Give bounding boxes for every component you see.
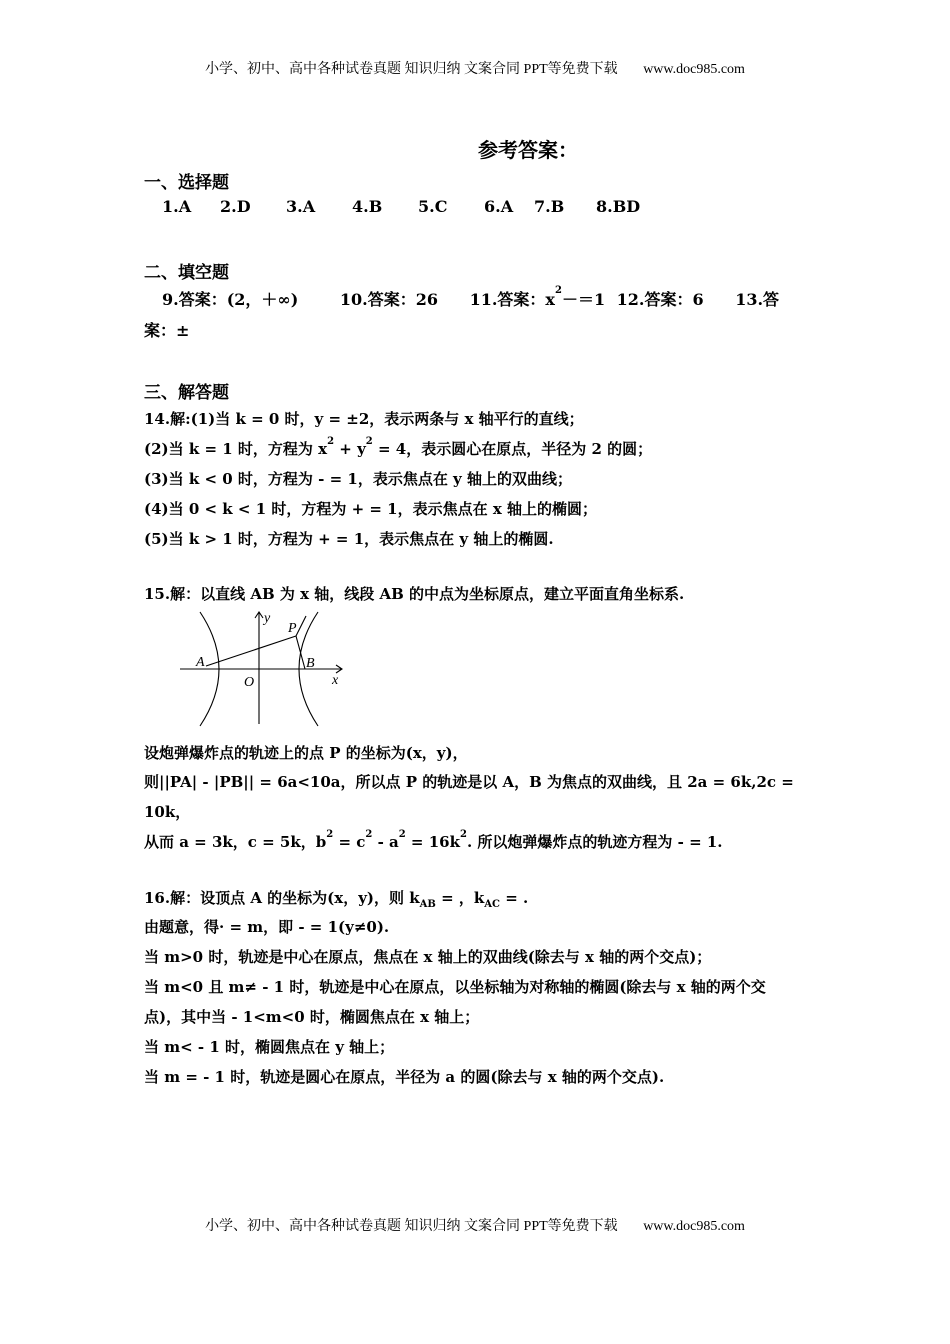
answer-q13: 13.答: [735, 290, 780, 309]
q15-line2: 设炮弹爆炸点的轨迹上的点 P 的坐标为(x，y)，: [144, 744, 468, 762]
label-P: P: [288, 621, 297, 636]
segment-AP: [206, 636, 296, 666]
q14-line2: (2)当 k = 1 时，方程为 $x^2 + y^2 = 4$，表示圆心在原点，半径为 2 的圆；: [144, 436, 653, 458]
q16-line3: 当 m>0 时，轨迹是中心在原点，焦点在 x 轴上的双曲线(除去与 x 轴的两个交点)；: [144, 948, 712, 966]
q14-line4: (4)当 0 < k < 1 时，方程为 + = 1，表示焦点在 x 轴上的椭圆；: [144, 500, 597, 518]
header-site-link[interactable]: www.doc985.com: [643, 62, 745, 77]
page-header: [0, 58, 950, 78]
mc-answer: 5.C: [418, 197, 448, 216]
mc-answer: 3.A: [286, 197, 316, 216]
section1-heading: 一、选择题: [144, 173, 229, 193]
section2-heading: 二、填空题: [144, 263, 229, 283]
label-y: y: [264, 611, 271, 626]
mc-answer: 1.A: [162, 197, 192, 216]
label-O: O: [244, 675, 255, 690]
q16-line5: 点)，其中当 - 1<m<0 时，椭圆焦点在 x 轴上；: [144, 1008, 480, 1026]
page-title: 参考答案：: [478, 138, 578, 162]
mc-answer: 8.BD: [596, 197, 641, 216]
answer-q13-cont: 案：±: [144, 321, 190, 340]
mc-answer: 2.D: [220, 197, 251, 216]
q16-line7: 当 m = - 1 时，轨迹是圆心在原点，半径为 a 的圆(除去与 x 轴的两个交点).: [144, 1068, 665, 1086]
q15-line1: 15.解：以直线 AB 为 x 轴，线段 AB 的中点为坐标原点，建立平面直角坐标系.: [144, 585, 685, 603]
footer-text: 小学、初中、高中各种试卷真题 知识归纳 文案合同 PPT等免费下载: [205, 1219, 618, 1234]
line-P-ext: [296, 616, 306, 636]
footer-site-link[interactable]: www.doc985.com: [643, 1219, 745, 1234]
answer-q9: 9.答案：(2，＋∞): [162, 290, 299, 309]
q16-line6: 当 m< - 1 时，椭圆焦点在 y 轴上；: [144, 1038, 395, 1056]
answer-q10: 10.答案：26: [339, 290, 438, 309]
q14-line1: 14.解:(1)当 k = 0 时，y = ±2，表示两条与 x 轴平行的直线；: [144, 410, 584, 428]
q14-line3: (3)当 k < 0 时，方程为 - = 1，表示焦点在 y 轴上的双曲线；: [144, 470, 572, 488]
answer-q12: 12.答案：6: [616, 290, 704, 309]
q15-line5: 从而 a = 3k，c = 5k，$b^2 = c^2 - a^2 = 16k^2$. 所以炮弹爆炸点的轨迹方程为 - = 1.: [144, 829, 723, 851]
label-A: A: [196, 655, 205, 670]
section3-heading: 三、解答题: [144, 383, 229, 403]
hyperbola-figure: [176, 608, 356, 730]
q16-line1: 16.解：设顶点 A 的坐标为(x，y)，则 $k_{AB}$ = ，$k_{AC}$ = .: [144, 889, 529, 910]
label-x: x: [332, 673, 339, 688]
page-footer: [0, 1215, 950, 1235]
label-B: B: [306, 656, 315, 671]
q15-line3: 则||PA| - |PB|| = 6a<10a，所以点 P 的轨迹是以 A，B 为焦点的双曲线，且 2a = 6k,2c =: [144, 773, 794, 791]
mc-answer: 6.A: [484, 197, 514, 216]
q14-line5: (5)当 k > 1 时，方程为 + = 1，表示焦点在 y 轴上的椭圆.: [144, 530, 554, 548]
mc-answer: 7.B: [534, 197, 565, 216]
fill-answers-line: [162, 287, 779, 310]
q16-line4: 当 m<0 且 m≠ - 1 时，轨迹是中心在原点，以坐标轴为对称轴的椭圆(除去与 x 轴的两个交: [144, 978, 766, 996]
mc-answer: 4.B: [352, 197, 383, 216]
q15-line4: 10k，: [144, 803, 191, 821]
answer-q11: 11.答案：$x^2-=1$: [469, 285, 606, 309]
header-text: 小学、初中、高中各种试卷真题 知识归纳 文案合同 PPT等免费下载: [205, 62, 618, 77]
q16-line2: 由题意，得· = m，即 - = 1(y≠0).: [144, 918, 390, 936]
